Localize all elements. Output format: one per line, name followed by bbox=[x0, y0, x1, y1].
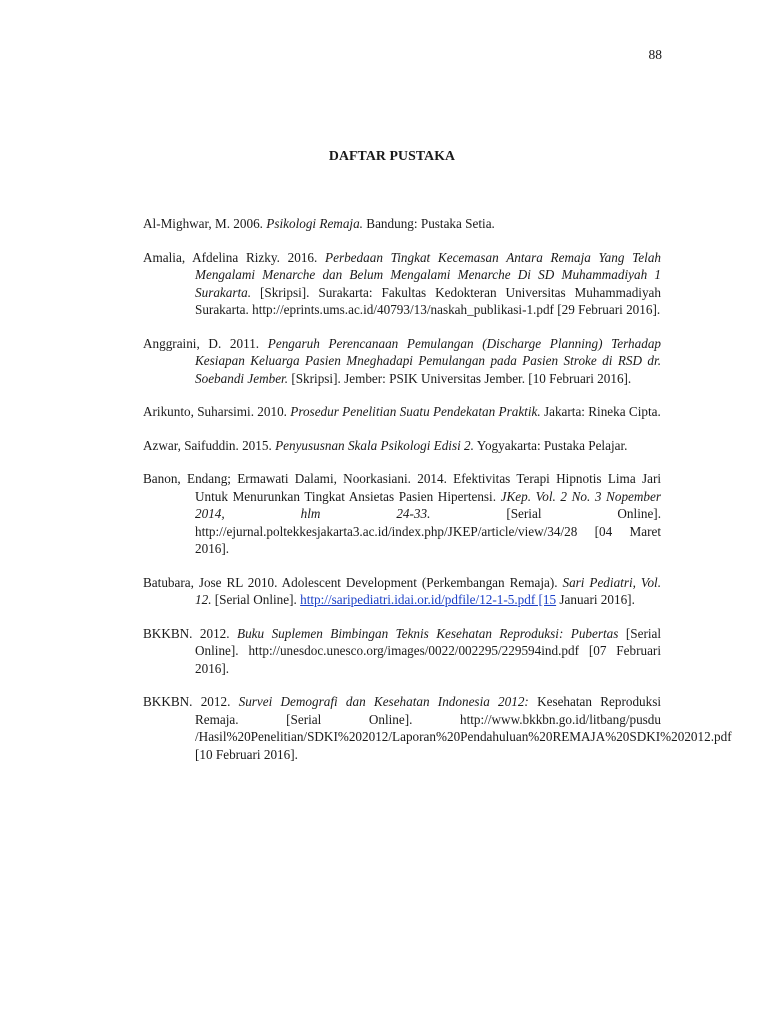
reference-date: Januari 2016]. bbox=[559, 592, 635, 607]
reference-publisher: [Skripsi]. Surakarta: Fakultas Kedokteran Universitas Muhammadiyah Surakarta. http://eprints.ums.ac.id/40793/13/naskah_publikasi-1.pdf [29 Februari 2016]. bbox=[195, 284, 661, 317]
reference-entry bbox=[143, 335, 661, 388]
reference-list bbox=[143, 215, 732, 779]
reference-title: Psikologi Remaja. bbox=[266, 216, 363, 231]
reference-author: Al-Mighwar, M. 2006. bbox=[143, 216, 263, 231]
reference-entry bbox=[143, 215, 661, 233]
reference-publisher: [Serial Online]. http://ejurnal.poltekkesjakarta3.ac.id/index.php/JKEP/article/view/34/28 [04 Maret 2016]. bbox=[195, 506, 661, 556]
reference-title: Survei Demografi dan Kesehatan Indonesia 2012: bbox=[238, 694, 529, 709]
reference-publisher: [Skripsi]. Jember: PSIK Universitas Jember. [10 Februari 2016]. bbox=[291, 370, 632, 386]
reference-entry bbox=[143, 625, 661, 678]
reference-title: JKep. Vol. 2 No. 3 Nopember 2014, hlm 24-33. bbox=[195, 488, 661, 521]
reference-author: Azwar, Saifuddin. 2015. bbox=[143, 437, 272, 453]
reference-publisher: [Serial Online]. bbox=[214, 592, 297, 607]
reference-author: BKKBN. 2012. bbox=[143, 694, 231, 709]
reference-publisher: Jakarta: Rineka Cipta. bbox=[543, 404, 661, 419]
reference-entry bbox=[143, 403, 661, 421]
reference-author: Banon, Endang; Ermawati Dalami, Noorkasiani. 2014. Efektivitas Terapi Hipnotis Lima Jari Untuk Menurunkan Tingkat Ansietas Pasien Hipertensi. bbox=[143, 471, 661, 504]
reference-title: Prosedur Penelitian Suatu Pendekatan Praktik. bbox=[290, 404, 541, 419]
reference-publisher: Bandung: Pustaka Setia. bbox=[366, 216, 495, 231]
reference-author: Batubara, Jose RL 2010. Adolescent Development (Perkembangan Remaja). bbox=[143, 574, 558, 590]
reference-title: Sari Pediatri, Vol. 12. bbox=[195, 574, 661, 607]
reference-title: Perbedaan Tingkat Kecemasan Antara Remaja Yang Telah Mengalami Menarche dan Belum Mengalami Menarche Di SD Muhammadiyah 1 Surakarta. bbox=[195, 249, 662, 300]
reference-entry bbox=[143, 437, 661, 455]
reference-link[interactable]: http://saripediatri.idai.or.id/pdfile/12-1-5.pdf [15 bbox=[300, 592, 557, 607]
reference-entry bbox=[143, 574, 661, 609]
reference-author: Amalia, Afdelina Rizky. 2016. bbox=[143, 249, 318, 265]
reference-entry bbox=[143, 249, 661, 319]
reference-publisher: Kesehatan Reproduksi Remaja. [Serial Online]. http://www.bkkbn.go.id/litbang/pusdu /Hasil%20Penelitian/SDKI%202012/Laporan%20Pendahuluan%20REMAJA%20SDKI%202012.pdf [10 Februari 2016]. bbox=[195, 694, 732, 762]
reference-author: Arikunto, Suharsimi. 2010. bbox=[143, 404, 287, 419]
reference-author: Anggraini, D. 2011. bbox=[143, 335, 260, 351]
reference-title: Penyususnan Skala Psikologi Edisi 2. bbox=[275, 437, 474, 453]
page-number: 88 bbox=[648, 47, 662, 62]
reference-author: BKKBN. 2012. bbox=[143, 625, 230, 641]
reference-title: Buku Suplemen Bimbingan Teknis Kesehatan Reproduksi: Pubertas bbox=[237, 625, 619, 641]
reference-entry bbox=[143, 693, 732, 763]
reference-entry bbox=[143, 470, 661, 558]
reference-publisher: Yogyakarta: Pustaka Pelajar. bbox=[476, 437, 628, 453]
reference-publisher: [Serial Online]. http://unesdoc.unesco.org/images/0022/002295/229594ind.pdf [07 Februari 2016]. bbox=[195, 625, 662, 676]
page-title: DAFTAR PUSTAKA bbox=[328, 148, 456, 163]
reference-title: Pengaruh Perencanaan Pemulangan (Discharge Planning) Terhadap Kesiapan Keluarga Pasien Mneghadapi Pemulangan pada Pasien Stroke di RSD dr. Soebandi Jember. bbox=[195, 335, 662, 386]
